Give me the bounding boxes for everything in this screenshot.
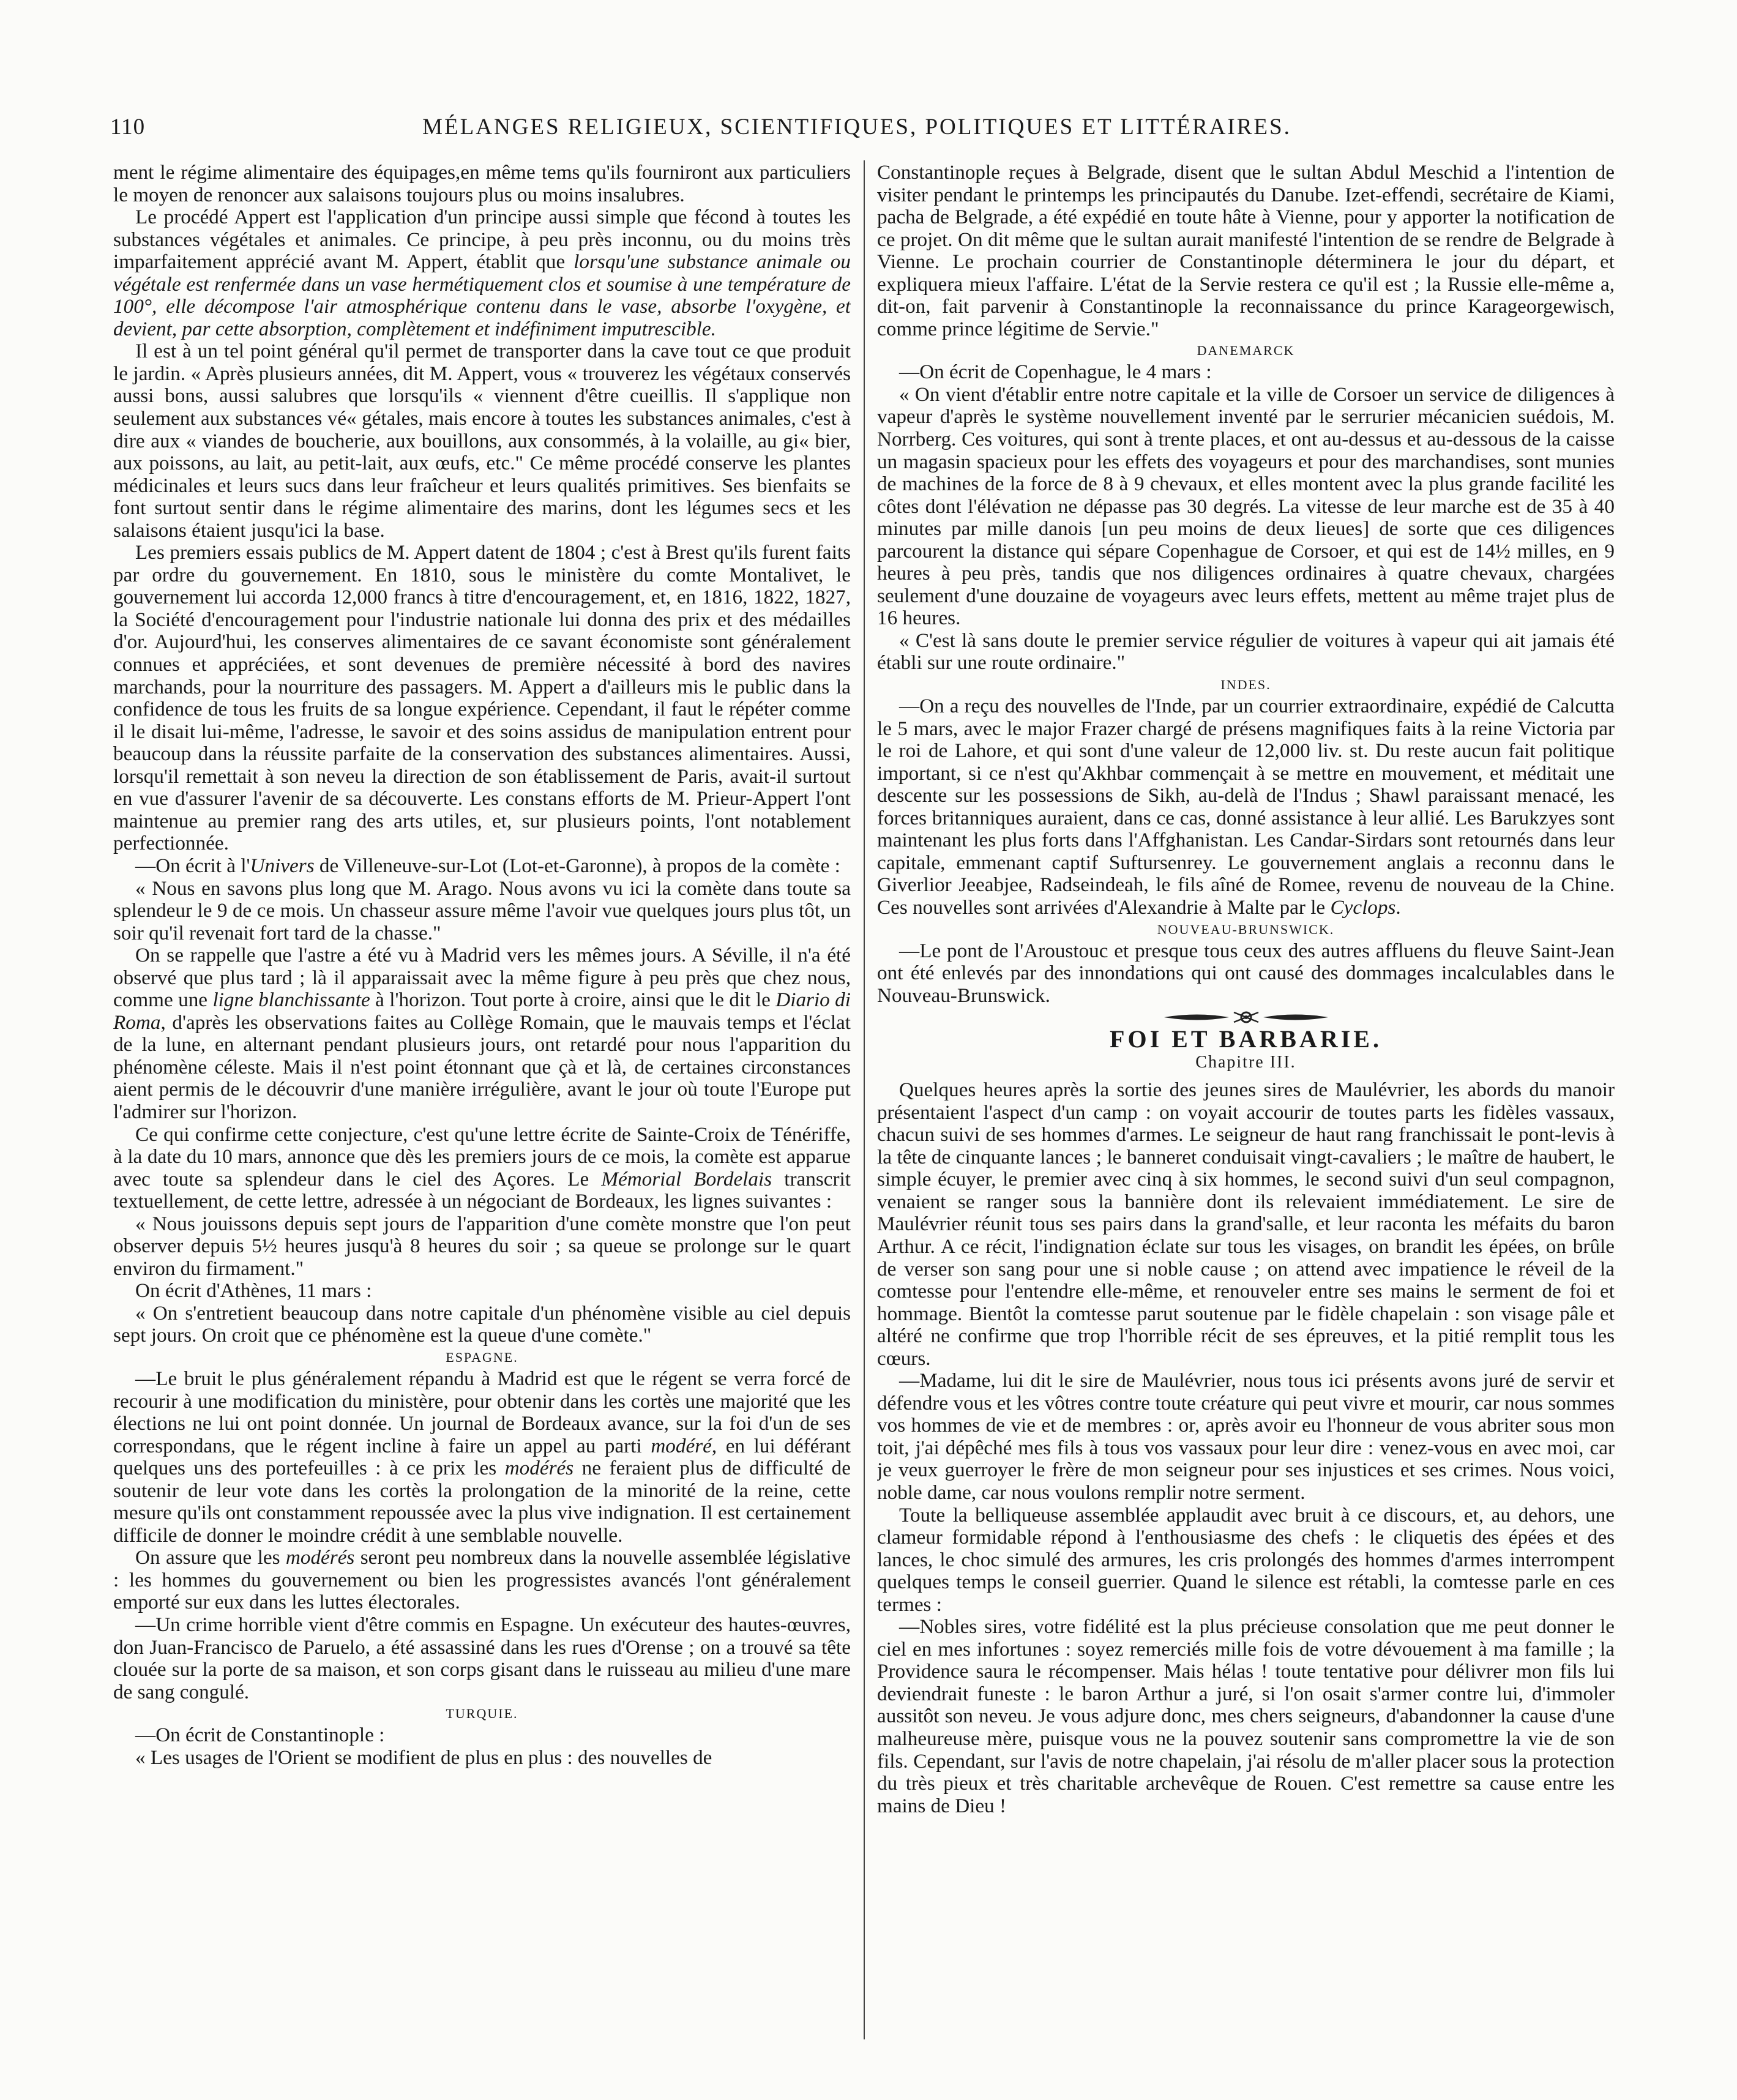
page-header (110, 114, 1604, 151)
emphasis-text: ligne blanchissante (212, 988, 370, 1012)
right-column (877, 162, 1615, 2035)
paragraph: —Nobles sires, votre fidélité est la plus précieuse consolation que me peut donner le ciel en mes infortunes : soyez remerciés mille fois de votre dévouement à ma famille ; la Providence saura le récompenser. Mais hélas ! toute tentative pour délivrer mon fils lui deviendrait funeste : le baron Arthur a juré, si l'on osait s'armer contre lui, d'immoler aussitôt son neveu. Je vous adjure donc, mes chers seigneurs, d'abandonner la cause d'une malheureuse mère, puisque vous ne la pouvez soutenir sans compromettre la vie de son fils. Cependant, sur l'avis de notre chapelain, j'ai résolu de m'aller placer sous la protection du très pieux et très charitable archevêque de Rouen. C'est remettre sa cause entre les mains de Dieu ! (877, 1615, 1615, 1817)
paragraph (113, 1124, 851, 1213)
newspaper-name: Univers (250, 854, 315, 877)
paragraph: —On écrit de Constantinople : (135, 1724, 385, 1747)
newspaper-name: Mémorial Bordelais (601, 1167, 772, 1190)
paragraph: « On vient d'établir entre notre capitale et la ville de Corsoer un service de diligences à vapeur d'après le système nouvellement inventé par le serrurier mécanicien suédois, M. Norrberg. Ces voitures, qui sont à trente places, et ont au-dessus et au-dessous de la caisse un magasin spacieux pour les effets des voyageurs et pour des marchandises, sont munies de machines de la force de 8 à 9 chevaux, et elles montent avec la plus grande facilité les côtes dont l'élévation ne dépasse pas 30 degrés. La vitesse de leur marche est de 35 à 40 minutes par mille danois [un peu moins de deux lieues] de sorte que ces diligences parcourent la distance qui sépare Copenhague de Corsoer, et qui est de 14½ milles, en 9 heures à peu près, tandis que nos diligences ordinaires à quatre chevaux, chargées seulement d'une douzaine de voyageurs avec leurs effets, mettent au même trajet plus de 16 heures. (877, 383, 1615, 630)
paragraph: Toute la belliqueuse assemblée applaudit avec bruit à ce discours, et, au dehors, une clameur formidable répond à l'enthousiasme des chefs : le cliquetis des épées et des lances, le choc simulé des armures, les cris prolongés des hommes d'armes interrompent quelques temps le conseil guerrier. Quand le silence est rétabli, la comtesse parle en ces termes : (877, 1503, 1615, 1616)
running-title: MÉLANGES RELIGIEUX, SCIENTIFIQUES, POLITIQUES ET LITTÉRAIRES. (422, 114, 1291, 140)
paragraph (113, 944, 851, 1123)
text-run: Ce qui confirme cette conjecture, c'est qu'une lettre écrite de Sainte-Croix de Ténériffe, à la date du 10 mars, annonce que dès les premiers jours de ce mois, la comète est apparue avec toute sa splendeur dans le ciel des Açores. Le (113, 1123, 851, 1190)
text-run: transcrit textuellement, de cette lettre, adressée à un négociant de Bordeaux, les lignes suivantes : (113, 1167, 851, 1213)
paragraph: —On écrit de Copenhague, le 4 mars : (899, 361, 1212, 384)
left-column (113, 162, 851, 2035)
text-run: —Le bruit le plus généralement répandu à Madrid est que le régent se verra forcé de recourir à une modification du ministère, pour obtenir dans les cortès une majorité que les élections ne lui ont point donnée. Un journal de Bordeaux avance, sur la foi d'un de ses correspondans, que le régent incline à faire un appel au parti (113, 1367, 851, 1457)
paragraph: « On s'entretient beaucoup dans notre capitale d'un phénomène visible au ciel depuis sept jours. On croit que ce phénomène est la queue d'une comète." (113, 1301, 851, 1347)
text-run: On se rappelle que l'astre a été vu à Madrid vers les mêmes jours. A Séville, il n'a été observé que plus tard ; là il apparaissait avec la même figure à peu près que chez nous, comme une (113, 944, 851, 1012)
ship-name: Cyclops (1330, 895, 1396, 919)
emphasis-text: modérés (504, 1457, 574, 1480)
paragraph: ment le régime alimentaire des équipages,en même tems qu'ils fourniront aux particuliers le moyen de renoncer aux salaisons toujours plus ou moins insalubres. (113, 162, 851, 206)
paragraph (113, 206, 851, 340)
text-run: , en lui déférant quelques uns des portefeuilles : à ce prix les (113, 1434, 851, 1480)
paragraph: On écrit d'Athènes, 11 mars : (135, 1279, 372, 1302)
section-heading-turquie: TURQUIE. (446, 1706, 518, 1722)
paragraph (113, 1547, 851, 1614)
emphasis-text: modérés (285, 1546, 355, 1569)
text-run: Le procédé Appert est l'application d'un principe aussi simple que fécond à toutes les substances végétales et animales. Ce principe, à peu près inconnu, ou du moins très imparfaitement apprécié avant M. Appert, établit que (113, 206, 851, 274)
paragraph: « Nous en savons plus long que M. Arago. Nous avons vu ici la comète dans toute sa splendeur le 9 de ce mois. Un chasseur assure même l'avoir vue quelques jours plus tôt, un soir qu'il revenait fort tard de la chasse." (113, 876, 851, 944)
paragraph: Quelques heures après la sortie des jeunes sires de Maulévrier, les abords du manoir présentaient l'aspect d'un camp : on voyait accourir de toutes parts les fidèles vassaux, chacun suivi de ses hommes d'armes. Le seigneur de haut rang franchissait le pont-levis à la tête de cinquante lances ; le banneret conduisait vingt-cavaliers ; le maître de haubert, le simple écuyer, le premier avec cinq à six hommes, le second suivi d'un seul compagnon, venaient se ranger sous la bannière dont ils relevaient immédiatement. Le sire de Maulévrier réunit tous ses pairs dans la grand'salle, et leur raconta les méfaits du baron Arthur. A ce récit, l'indignation éclate sur tous les visages, on brandit les épées, on brûle de verser son sang pour une si noble cause ; on attend avec impatience le réveil de la comtesse pour l'entendre elle-même, et renouveler entre ses mains le serment de foi et hommage. Bientôt la comtesse parut soutenue par le fidèle chapelain : son visage pâle et altéré ne confirme que trop l'horrible récit de ses épreuves, et la pitié remplit tous les cœurs. (877, 1078, 1615, 1370)
emphasis-text: lorsqu'une substance animale ou végétale est renfermée dans un vase hermétiquement clos et soumise à une température de 100°, elle décompose l'air atmosphérique contenu dans le vase, absorbe l'oxygène, et devient, par cette absorption, complètement et indéfiniment imputrescible. (113, 250, 851, 340)
paragraph (113, 1368, 851, 1547)
paragraph: Les premiers essais publics de M. Appert datent de 1804 ; c'est à Brest qu'ils furent faits par ordre du gouvernement. En 1810, sous le ministère du comte Montalivet, le gouvernement lui accorda 12,000 francs à titre d'encouragement, et, en 1816, 1822, 1827, la Société d'encouragement pour l'industrie nationale lui donna des prix et des médailles d'or. Aujourd'hui, les conserves alimentaires de ce savant économiste sont généralement connues et appréciées, et sont devenues de première nécessité à bord des navires marchands, pour la nourriture des passagers. M. Appert a d'ailleurs mis le public dans la confidence de tous les fruits de sa longue expérience. Cependant, il faut le répéter comme il le disait lui-même, l'adresse, le savoir et des soins assidus de manipulation entrent pour beaucoup dans la réussite parfaite de la conservation des substances alimentaires. Aussi, lorsqu'il remettait à son neveu la direction de son établissement de Paris, avait-il surtout en vue d'assurer l'avenir de sa découverte. Les constans efforts de M. Prieur-Appert l'ont maintenue au premier rang des arts utiles, et, sur plusieurs points, l'ont notablement perfectionnée. (113, 541, 851, 855)
section-heading-nouveau-brunswick: NOUVEAU-BRUNSWICK. (1157, 921, 1335, 937)
newspaper-name: Diario di Roma (113, 988, 851, 1034)
paragraph (113, 855, 851, 878)
text-run: —On a reçu des nouvelles de l'Inde, par un courrier extraordinaire, expédié de Calcutta le 5 mars, avec le major Frazer chargé de présens magnifiques faits à la reine Victoria par le roi de Lahore, et qui sont d'une valeur de 12,000 liv. st. Du reste aucun fait politique important, si ce n'est qu'Akhbar commençait à se mettre en mouvement, et méditait une descente sur les possessions de Sikh, au-delà de l'Indus ; Shawl paraissant menacé, les forces britanniques auraient, dans ce cas, donné assistance à leur allié. Les Barukzyes sont maintenant les plus forts dans l'Affghanistan. Les Candar-Sirdars sont retournés dans leur capitale, emmenant captif Suftursenrey. Le gouvernement anglais a reconnu dans le Giverlior Jeeabjee, Radseindeah, le fils aîné de Romee, revenu de nouveau de la Chine. Ces nouvelles sont arrivées d'Alexandrie à Malte par le (877, 695, 1615, 919)
paragraph: —Madame, lui dit le sire de Maulévrier, nous tous ici présents avons juré de servir et défendre vous et les vôtres contre toute créature qui peut vivre et mourir, car nous sommes vos hommes de vie et de membres : or, après avoir eu l'honneur de vous abriter sous mon toit, j'ai dépêché mes fils à tous vos vassaux pour leur dire : venez-vous en avec moi, car je veux guerroyer le frère de mon seigneur pour ses injustices et ses crimes. Nous voici, noble dame, car nous voulons remplir notre serment. (877, 1369, 1615, 1504)
text-run: ne feraient plus de difficulté de soutenir de leur vote dans les cortès la prolongation de la minorité de la reine, cette mesure qu'ils ont constamment repoussée avec la plus vive indignation. Il est certainement difficile de donner le moindre crédit à une semblable nouvelle. (113, 1457, 851, 1547)
text-run: seront peu nombreux dans la nouvelle assemblée législative : les hommes du gouvernement ou bien les progressistes avancés l'ont généralement emporté sur eux dans les luttes électorales. (113, 1546, 851, 1614)
text-run: à l'horizon. Tout porte à croire, ainsi que le dit le (370, 988, 776, 1012)
emphasis-text: modéré (651, 1434, 712, 1457)
text-run: de Villeneuve-sur-Lot (Lot-et-Garonne), à propos de la comète : (314, 854, 840, 877)
section-heading-indes: INDES. (1220, 677, 1271, 693)
text-run: . (1395, 895, 1401, 919)
page-number: 110 (110, 114, 146, 140)
paragraph: —Un crime horrible vient d'être commis en Espagne. Un exécuteur des hautes-œuvres, don Juan-Francisco de Paruelo, a été assassiné dans les rues d'Orense ; on a trouvé sa tête clouée sur la porte de sa maison, et son corps gisant dans le ruisseau au milieu d'une mare de sang congulé. (113, 1613, 851, 1703)
section-heading-espagne: ESPAGNE. (446, 1349, 518, 1365)
section-heading-danemarck: DANEMARCK (1197, 343, 1295, 359)
chapter-label: Chapitre III. (1195, 1053, 1296, 1072)
paragraph: Il est à un tel point général qu'il permet de transporter dans la cave tout ce que produit le jardin. « Après plusieurs années, dit M. Appert, vous « trouverez les végétaux conservés aussi bons, aussi salubres que lorsqu'ils « viennent d'être cueillis. Il s'applique non seulement aux substances vé« gétales, mais encore à toutes les substances animales, c'est à dire aux « viandes de boucherie, aux bouillons, aux consommés, à la volaille, au gi« bier, aux poissons, au lait, au petit-lait, aux œufs, etc." Ce même procédé conserve les plantes médicinales et leurs sucs dans leur fraîcheur et leurs qualités primitives. Ses bienfaits se font surtout sentir dans le régime alimentaire des marins, dont les légumes secs et les salaisons étaient jusqu'ici la base. (113, 340, 851, 542)
paragraph: —Le pont de l'Aroustouc et presque tous ceux des autres affluens du fleuve Saint-Jean ont été enlevés par des innondations qui ont causé des dommages incalculables dans le Nouveau-Brunswick. (877, 939, 1615, 1007)
paragraph: « Les usages de l'Orient se modifient de plus en plus : des nouvelles de (135, 1746, 712, 1769)
paragraph: « C'est là sans doute le premier service régulier de voitures à vapeur qui ait jamais été établi sur une route ordinaire." (877, 629, 1615, 674)
text-run: On assure que les (135, 1546, 286, 1569)
text-run: —On écrit à l' (135, 854, 250, 877)
paragraph (877, 695, 1615, 919)
text-run: , d'après les observations faites au Collège Romain, que le mauvais temps et l'éclat de la lune, en alternant pendant plusieurs jours, ont retardé pour nous l'apparition du phénomène céleste. Mais il n'est point étonnant que çà et là, de certaines circonstances aient permis de le découvrir d'une manière irrégulière, avant le jour où toute l'Europe put l'admirer sur l'horizon. (113, 1011, 851, 1123)
story-title: FOI ET BARBARIE. (1110, 1025, 1382, 1053)
column-divider (864, 160, 865, 2039)
ornament-divider-icon (1160, 1009, 1332, 1025)
paragraph: « Nous jouissons depuis sept jours de l'apparition d'une comète monstre que l'on peut observer depuis 5½ heures jusqu'à 8 heures du soir ; sa queue se prolonge sur le quart environ du firmament." (113, 1212, 851, 1280)
paragraph: Constantinople reçues à Belgrade, disent que le sultan Abdul Meschid a l'intention de visiter pendant le printemps les principautés du Danube. Izet-effendi, secrétaire de Kiami, pacha de Belgrade, a été expédié en toute hâte à Vienne, pour y apporter la notification de ce projet. On dit même que le sultan aurait manifesté l'intention de se rendre de Belgrade à Vienne. Le prochain courrier de Constantinople déterminera le jour du départ, et expliquera mieux l'affaire. L'état de la Servie restera ce qu'il est ; la Russie elle-même a, dit-on, fait parvenir à Constantinople la reconnaissance du prince Karageorgewisch, comme prince légitime de Servie." (877, 162, 1615, 340)
